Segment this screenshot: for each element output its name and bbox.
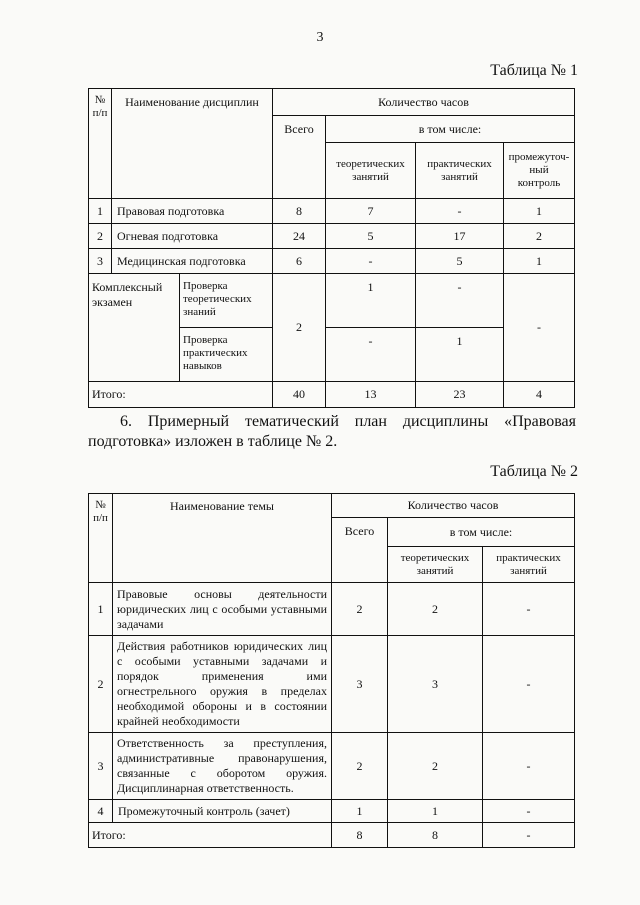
row-topic: Ответственность за преступления, административные правонарушения, связанные с оборотом оружия. Дисциплинарная ответственность. [113, 733, 332, 800]
table-row [89, 800, 575, 823]
row-theory: 2 [388, 583, 483, 636]
row-total: 2 [332, 733, 388, 800]
page-number: 3 [316, 30, 324, 45]
exam-practice-2: 1 [416, 328, 504, 382]
table-row [89, 636, 575, 733]
row-interim: 2 [504, 224, 575, 249]
totals-label: Итого: [89, 823, 332, 848]
row-topic: Промежуточный контроль (зачет) [113, 800, 332, 823]
header-topic-name: Наименование темы [113, 494, 332, 583]
row-num: 3 [89, 733, 113, 800]
totals-theory: 13 [326, 382, 416, 408]
exam-sub-theory-check: Проверка теоретических знаний [180, 274, 273, 328]
row-interim: 1 [504, 199, 575, 224]
header-hours: Количество часов [332, 494, 575, 518]
disciplines-hours-table [88, 88, 575, 408]
row-practice: - [483, 583, 575, 636]
row-topic: Правовые основы деятельности юридических лиц с особыми уставными задачами [113, 583, 332, 636]
table2-caption: Таблица № 2 [490, 463, 578, 480]
row-topic: Действия работников юридических лиц с особыми уставными задачами и порядок применения ими огнестрельного оружия в пределах необходимой обороны и в состоянии крайней необходимости [113, 636, 332, 733]
row-total: 3 [332, 636, 388, 733]
header-num: № п/п [89, 494, 113, 583]
header-practice: практических занятий [483, 547, 575, 583]
row-practice: - [483, 636, 575, 733]
totals-interim: 4 [504, 382, 575, 408]
row-name: Медицинская подготовка [112, 249, 273, 274]
header-discipline-name: Наименование дисциплин [112, 89, 273, 199]
row-total: 8 [273, 199, 326, 224]
row-practice: - [483, 733, 575, 800]
exam-interim: - [504, 274, 575, 382]
exam-theory-1: 1 [326, 274, 416, 328]
row-interim: 1 [504, 249, 575, 274]
header-theory: теоретических занятий [388, 547, 483, 583]
row-theory: 3 [388, 636, 483, 733]
row-total: 2 [332, 583, 388, 636]
exam-practice-1: - [416, 274, 504, 328]
totals-theory: 8 [388, 823, 483, 848]
row-theory: 1 [388, 800, 483, 823]
exam-theory-2: - [326, 328, 416, 382]
table1-caption: Таблица № 1 [490, 62, 578, 79]
row-total: 6 [273, 249, 326, 274]
topics-hours-table [88, 493, 575, 848]
table2-header-row-1 [89, 494, 575, 518]
exam-sub-practice-check: Проверка практических навыков [180, 328, 273, 382]
row-practice: 5 [416, 249, 504, 274]
header-hours: Количество часов [273, 89, 575, 116]
table-row [89, 224, 575, 249]
row-practice: - [483, 800, 575, 823]
row-theory: 7 [326, 199, 416, 224]
row-num: 2 [89, 636, 113, 733]
body-paragraph: 6. Примерный тематический план дисциплины «Правовая подготовка» изложен в таблице № 2. [88, 413, 576, 450]
table1-header-row-1 [89, 89, 575, 116]
totals-total: 8 [332, 823, 388, 848]
header-num: № п/п [89, 89, 112, 199]
table-row [89, 733, 575, 800]
row-theory: 2 [388, 733, 483, 800]
table2-totals-row [89, 823, 575, 848]
row-num: 3 [89, 249, 112, 274]
row-name: Правовая подготовка [112, 199, 273, 224]
header-practice: практических занятий [416, 143, 504, 199]
table-row [89, 583, 575, 636]
table-row [89, 249, 575, 274]
header-total: Всего [332, 518, 388, 583]
row-total: 1 [332, 800, 388, 823]
table-row [89, 199, 575, 224]
header-theory: теоретических занятий [326, 143, 416, 199]
totals-practice: - [483, 823, 575, 848]
header-total: Всего [273, 116, 326, 199]
header-including: в том числе: [326, 116, 575, 143]
header-interim: промежуточ-ный контроль [504, 143, 575, 199]
row-num: 1 [89, 199, 112, 224]
exam-row-1 [89, 274, 575, 328]
exam-total: 2 [273, 274, 326, 382]
totals-label: Итого: [89, 382, 273, 408]
row-num: 1 [89, 583, 113, 636]
header-including: в том числе: [388, 518, 575, 547]
row-num: 2 [89, 224, 112, 249]
row-practice: 17 [416, 224, 504, 249]
row-total: 24 [273, 224, 326, 249]
row-num: 4 [89, 800, 113, 823]
row-theory: - [326, 249, 416, 274]
totals-practice: 23 [416, 382, 504, 408]
row-name: Огневая подготовка [112, 224, 273, 249]
row-theory: 5 [326, 224, 416, 249]
row-practice: - [416, 199, 504, 224]
exam-label: Комплексный экзамен [89, 274, 180, 382]
totals-total: 40 [273, 382, 326, 408]
table1-totals-row [89, 382, 575, 408]
